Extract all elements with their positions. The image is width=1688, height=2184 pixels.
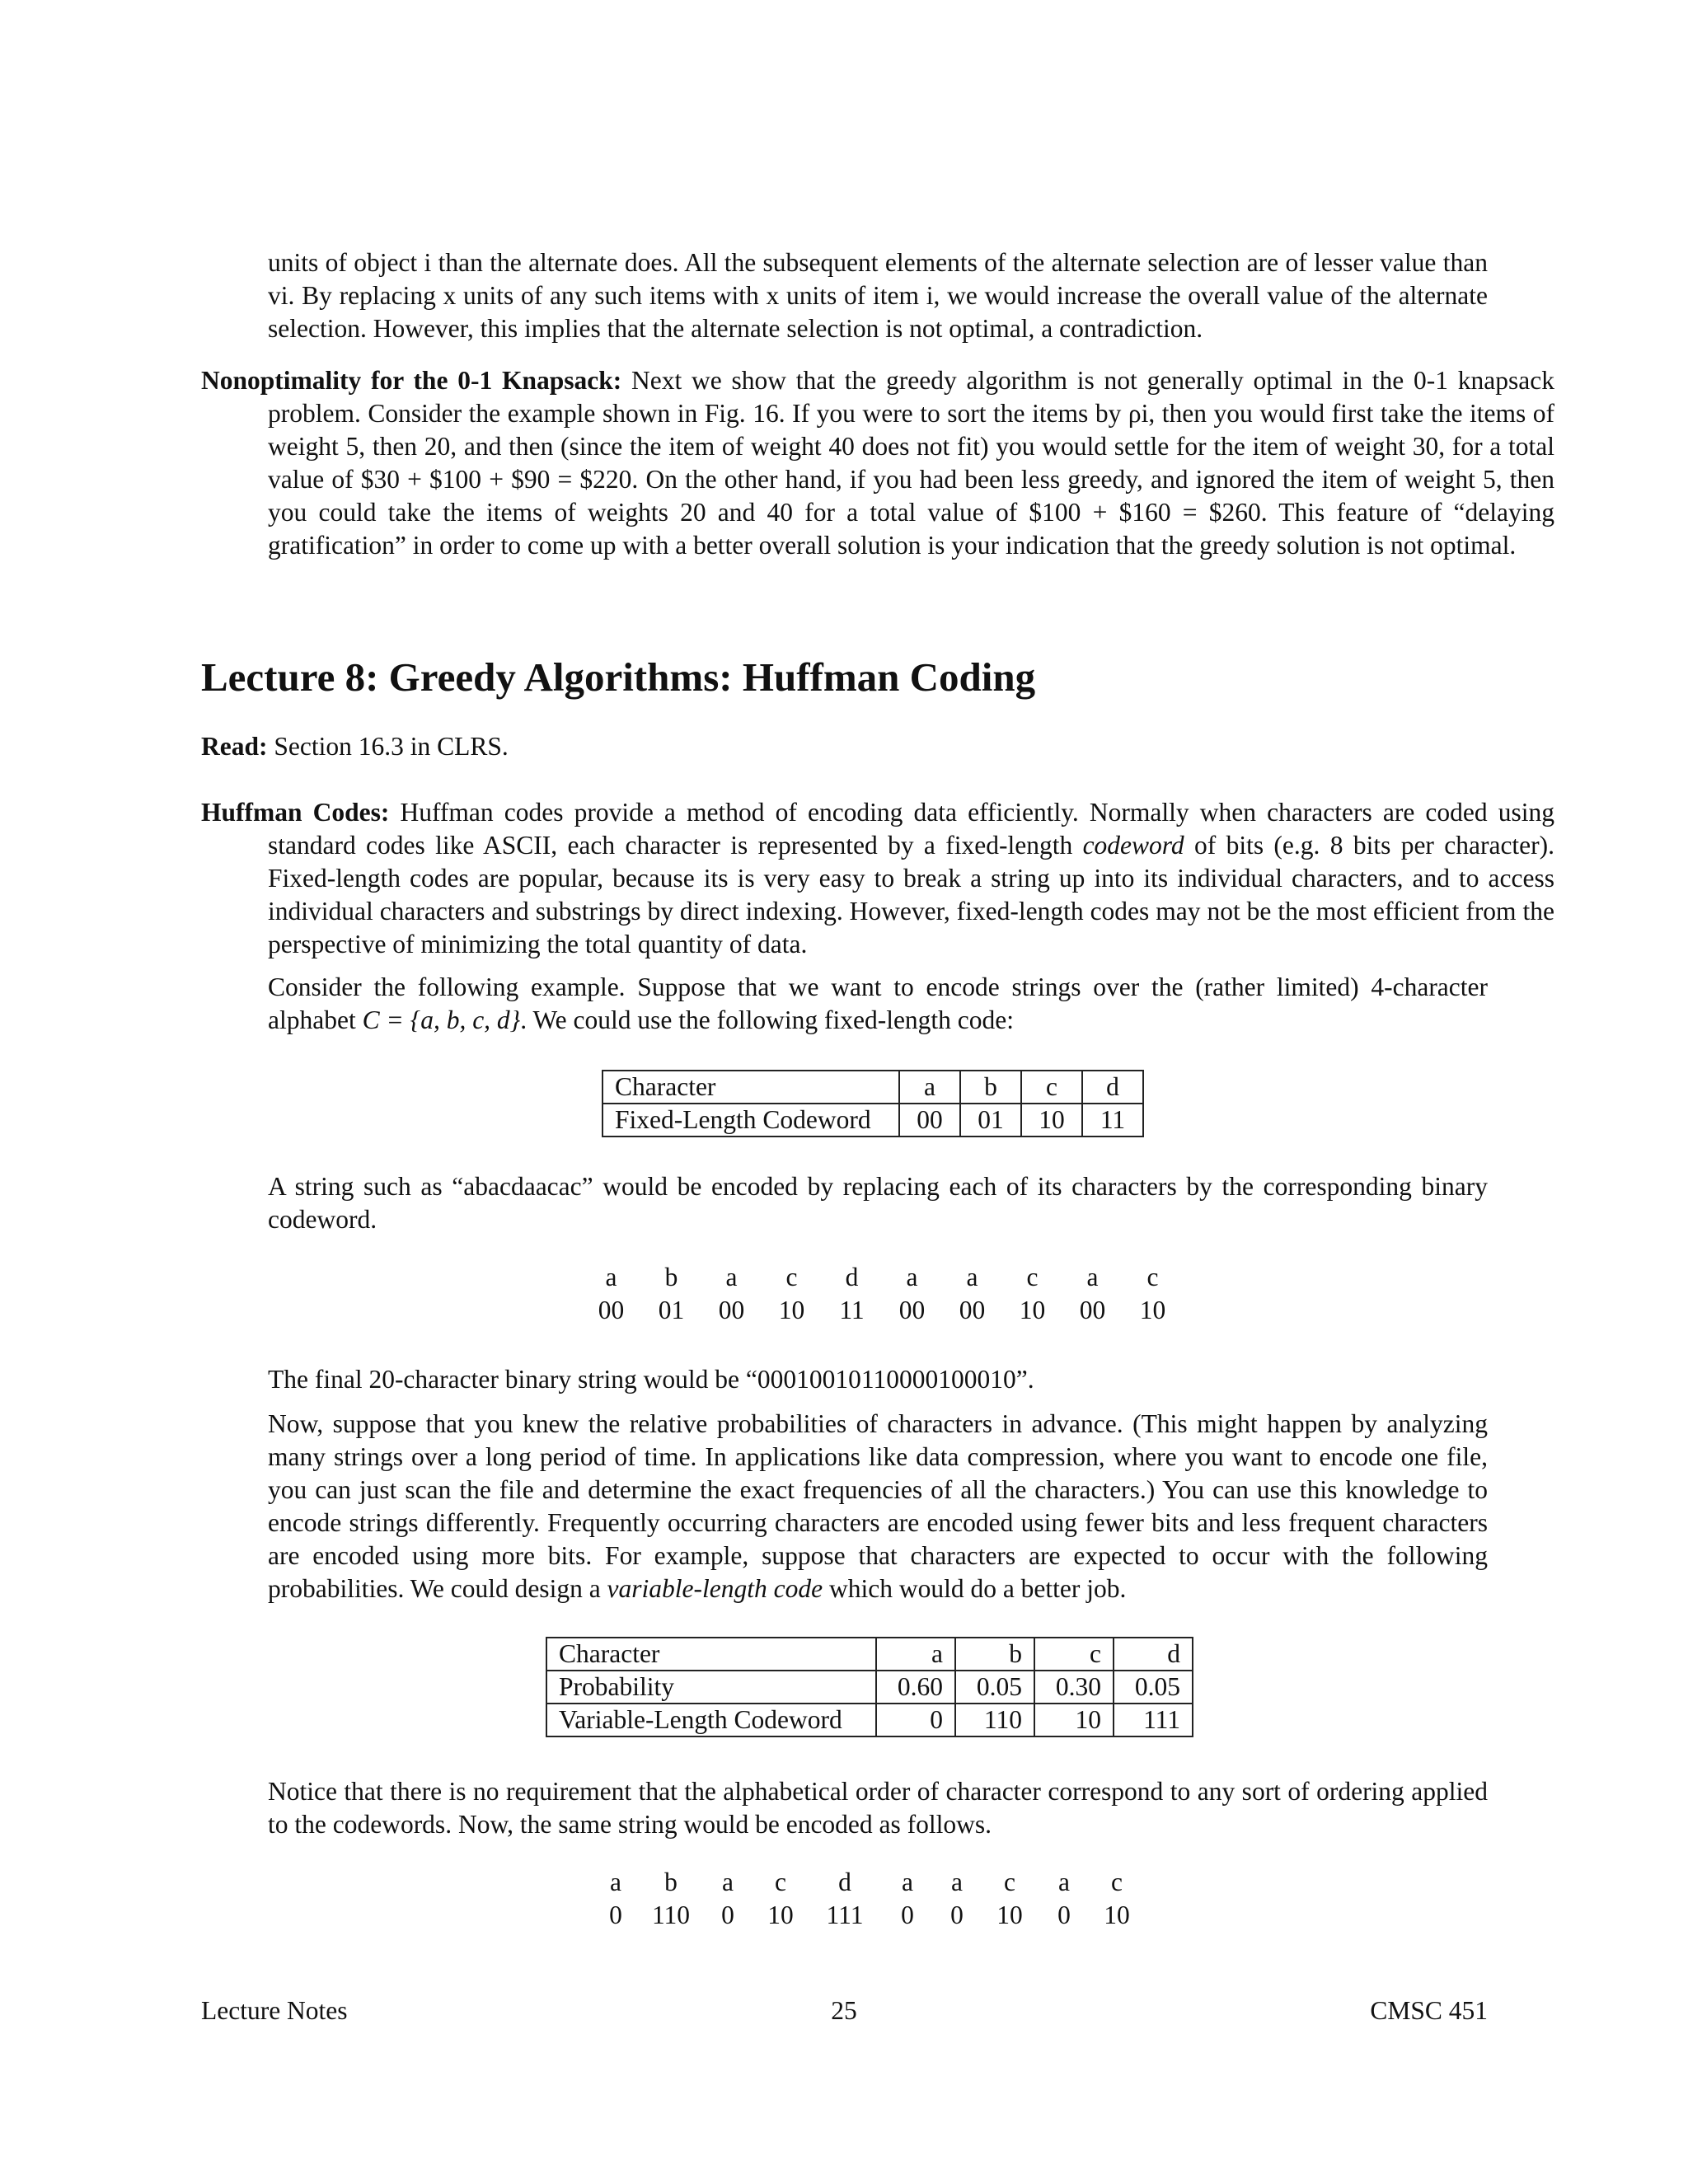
variable-enc-code: 0 (1057, 1900, 1071, 1929)
variable-enc-code: 0 (609, 1900, 622, 1929)
variable-enc-code: 10 (1104, 1900, 1130, 1929)
footer-right: CMSC 451 (1370, 1996, 1488, 2025)
variable-enc-code: 110 (651, 1900, 691, 1929)
variable-char-d: d (1114, 1638, 1193, 1671)
huffman-lead: Huffman Codes: (201, 798, 390, 827)
fixed-char-d: d (1082, 1071, 1143, 1104)
fixed-enc-code: 00 (598, 1296, 625, 1324)
fixed-encoding-chars-row (581, 1261, 1183, 1294)
variable-char-a: a (876, 1638, 955, 1671)
fixed-char-b: b (960, 1071, 1021, 1104)
final-string-text: The final 20-character binary string would be “00010010110000100010”. (268, 1365, 1034, 1394)
variable-enc-code: 10 (767, 1900, 794, 1929)
variable-enc-char: b (664, 1868, 678, 1896)
variable-table-prob-row (546, 1671, 1193, 1704)
variable-enc-char: a (722, 1868, 734, 1896)
footer-left: Lecture Notes (201, 1996, 348, 2025)
fixed-enc-char: c (1026, 1263, 1039, 1291)
variable-table-code-label: Variable-Length Codeword (546, 1704, 876, 1736)
variable-enc-char: a (610, 1868, 621, 1896)
variable-enc-char: a (902, 1868, 913, 1896)
variable-encoding-table (593, 1866, 1146, 1932)
huffman-paragraph (201, 796, 1554, 961)
fixed-enc-code: 01 (658, 1296, 685, 1324)
intro-paragraph (268, 246, 1488, 345)
fixed-enc-char: a (605, 1263, 617, 1291)
variable-length-term: variable-length code (607, 1574, 823, 1603)
variable-table-prob-label: Probability (546, 1671, 876, 1704)
notice-paragraph (268, 1775, 1488, 1841)
variable-char-b: b (955, 1638, 1034, 1671)
codeword-term: codeword (1082, 831, 1184, 860)
example-intro-1: Consider the following example. Suppose that we want to encode strings over the (rather limited) 4-character alphabet (268, 972, 1488, 1034)
fixed-enc-code: 11 (839, 1296, 865, 1324)
fixed-table-header: Character (603, 1071, 899, 1104)
string-explain-text: A string such as “abacdaacac” would be encoded by replacing each of its characters by the corresponding binary codeword. (268, 1172, 1488, 1234)
variable-table-header: Character (546, 1638, 876, 1671)
variable-code-a: 0 (876, 1704, 955, 1736)
variable-encoding-codes-row (593, 1899, 1146, 1932)
fixed-length-table (602, 1070, 1144, 1137)
variable-prob-a: 0.60 (876, 1671, 955, 1704)
variable-enc-char: c (775, 1868, 786, 1896)
variable-code-c: 10 (1034, 1704, 1114, 1736)
variable-enc-code: 111 (826, 1900, 864, 1929)
variable-enc-char: c (1004, 1868, 1015, 1896)
fixed-enc-char: a (906, 1263, 918, 1291)
final-string-paragraph (268, 1363, 1488, 1396)
variable-encoding-chars-row (593, 1866, 1146, 1899)
nonoptimality-body: Next we show that the greedy algorithm is not generally optimal in the 0-1 knapsack problem. Consider the example shown in Fig. 16. If you were to sort the items by ρi, then you would first take the items of weight 5, then 20, and then (since the item of weight 40 does not fit) you would settle for the item of weight 30, for a total value of $30 + $100 + $90 = $220. On the other hand, if you had been less greedy, and ignored the item of weight 5, then you could take the items of weights 20 and 40 for a total value of $100 + $160 = $260. This feature of “delaying gratification” in order to come up with a better overall solution is your indication that the greedy solution is not optimal. (268, 366, 1555, 560)
variable-enc-code: 0 (901, 1900, 914, 1929)
variable-prob-c: 0.30 (1034, 1671, 1114, 1704)
variable-enc-code: 0 (721, 1900, 734, 1929)
fixed-encoding-codes-row (581, 1294, 1183, 1327)
huffman-body-2: of bits (e.g. 8 bits per character). Fixed-length codes are popular, because its is very easy to break a string up into its individual characters, and to access individual characters and substrings by direct indexing. However, fixed-length codes may not be the most efficient from the perspective of minimizing the total quantity of data. (268, 831, 1555, 958)
fixed-code-b: 01 (960, 1104, 1021, 1137)
fixed-enc-char: b (664, 1263, 678, 1291)
fixed-enc-char: a (1086, 1263, 1099, 1291)
fixed-enc-code: 10 (1019, 1296, 1046, 1324)
read-paragraph (201, 730, 1488, 763)
fixed-enc-char: c (785, 1263, 798, 1291)
variable-code-d: 111 (1114, 1704, 1193, 1736)
read-body: Section 16.3 in CLRS. (274, 732, 509, 761)
example-intro-2: . We could use the following fixed-length code: (520, 1005, 1015, 1034)
prob-para-1: Now, suppose that you knew the relative probabilities of characters in advance. (This might happen by analyzing many strings over a long period of time. In applications like data compression, where you want to encode one file, you can just scan the file and determine the exact frequencies of all the characters.) You can use this knowledge to encode strings differently. Frequently occurring characters are encoded using fewer bits and less frequent characters are encoded using more bits. For example, suppose that characters are expected to occur with the following probabilities. We could design a (268, 1409, 1488, 1603)
variable-char-c: c (1034, 1638, 1114, 1671)
fixed-enc-char: d (845, 1263, 859, 1291)
variable-enc-char: a (951, 1868, 963, 1896)
fixed-enc-char: c (1146, 1263, 1159, 1291)
fixed-table-header-row (603, 1071, 1143, 1104)
fixed-encoding-table (581, 1261, 1183, 1327)
fixed-enc-code: 00 (1079, 1296, 1106, 1324)
fixed-table-code-row (603, 1104, 1143, 1137)
fixed-enc-code: 10 (778, 1296, 805, 1324)
prob-para-2: which would do a better job. (828, 1574, 1127, 1603)
huffman-body-1: Huffman codes provide a method of encoding data efficiently. Normally when characters are coded using standard codes like ASCII, each character is represented by a fixed-length (268, 798, 1555, 860)
variable-enc-char: a (1058, 1868, 1070, 1896)
lecture-heading: Lecture 8: Greedy Algorithms: Huffman Coding (201, 654, 1036, 700)
variable-prob-d: 0.05 (1114, 1671, 1193, 1704)
read-lead: Read: (201, 732, 268, 761)
variable-length-table (546, 1637, 1193, 1737)
fixed-table-row-label: Fixed-Length Codeword (603, 1104, 899, 1137)
nonoptimality-lead: Nonoptimality for the 0-1 Knapsack: (201, 366, 622, 395)
string-explain-paragraph (268, 1170, 1488, 1236)
variable-enc-char: c (1111, 1868, 1123, 1896)
fixed-char-a: a (899, 1071, 960, 1104)
variable-enc-code: 10 (996, 1900, 1023, 1929)
variable-enc-code: 0 (950, 1900, 964, 1929)
fixed-char-c: c (1021, 1071, 1082, 1104)
probability-paragraph (268, 1408, 1488, 1605)
fixed-enc-char: a (966, 1263, 978, 1291)
fixed-enc-code: 00 (898, 1296, 926, 1324)
fixed-enc-char: a (725, 1263, 738, 1291)
fixed-enc-code: 00 (718, 1296, 745, 1324)
intro-text: units of object i than the alternate does. All the subsequent elements of the alternate selection are of lesser value than vi. By replacing x units of any such items with x units of item i, we would increase the overall value of the alternate selection. However, this implies that the alternate selection is not optimal, a contradiction. (268, 248, 1488, 343)
variable-prob-b: 0.05 (955, 1671, 1034, 1704)
fixed-code-d: 11 (1082, 1104, 1143, 1137)
alphabet-math: C = {a, b, c, d} (362, 1005, 521, 1034)
nonoptimality-paragraph (201, 364, 1554, 562)
variable-enc-char: d (838, 1868, 851, 1896)
fixed-code-c: 10 (1021, 1104, 1082, 1137)
example-intro-paragraph (268, 971, 1488, 1037)
variable-code-b: 110 (955, 1704, 1034, 1736)
fixed-enc-code: 00 (959, 1296, 986, 1324)
notice-text: Notice that there is no requirement that the alphabetical order of character correspond to any sort of ordering applied to the codewords. Now, the same string would be encoded as follows. (268, 1777, 1488, 1839)
variable-table-header-row (546, 1638, 1193, 1671)
fixed-code-a: 00 (899, 1104, 960, 1137)
variable-table-code-row (546, 1704, 1193, 1736)
fixed-enc-code: 10 (1139, 1296, 1166, 1324)
page-number: 25 (831, 1996, 857, 2025)
